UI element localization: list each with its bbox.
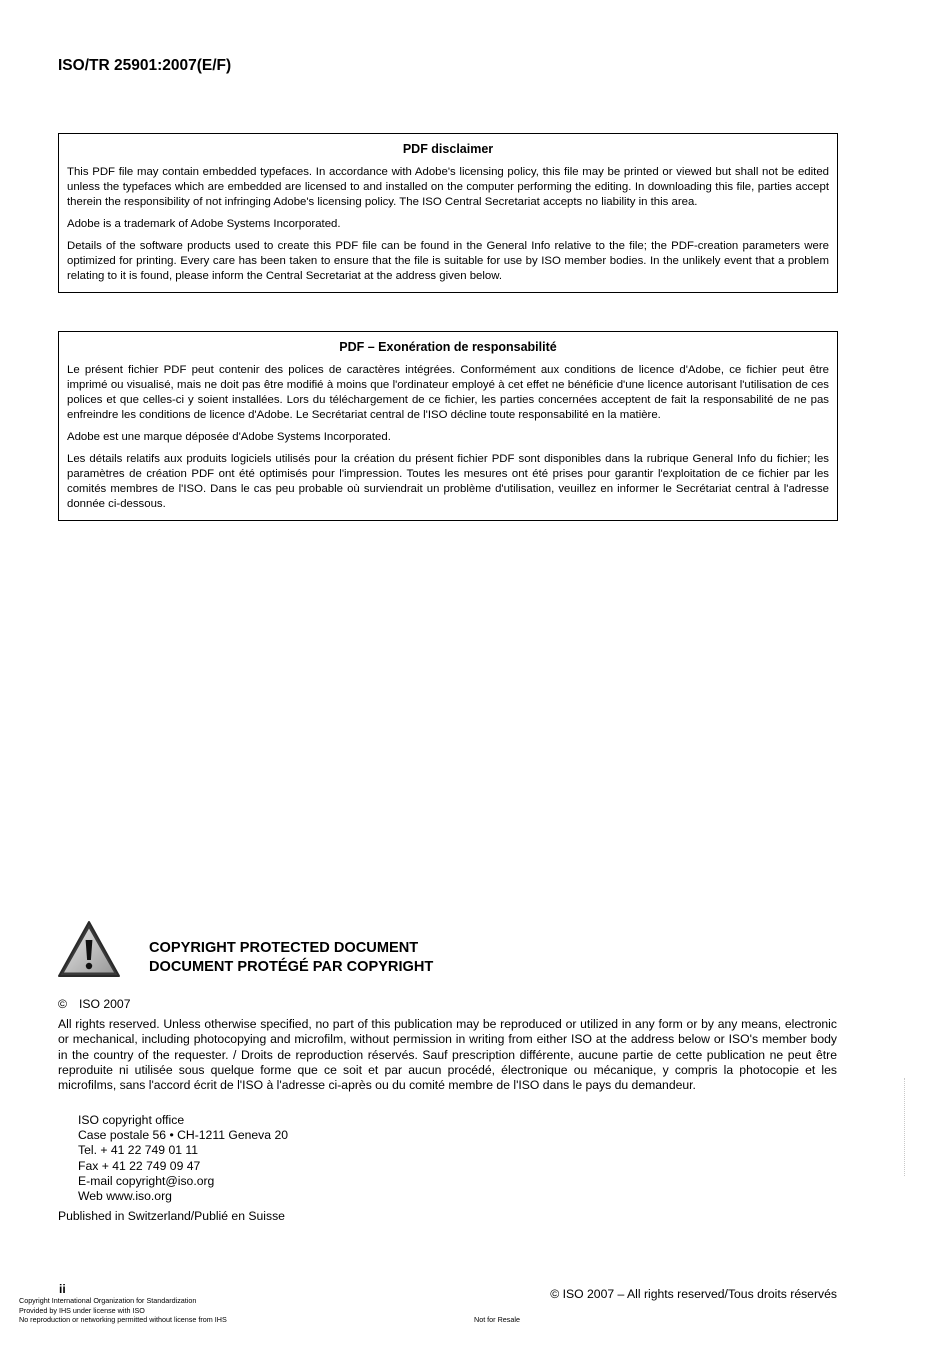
not-for-resale: Not for Resale: [474, 1315, 520, 1324]
disclaimer-paragraph: Les détails relatifs aux produits logiciels utilisés pour la création du présent fichier PDF sont disponibles dans la rubrique General Info du fichier; les paramètres de création PDF ont été optimisés pour l'impression. Toutes les mesures ont été prises pour garantir l'exploitation de ce fichier par les comités membres de l'ISO. Dans le cas peu probable où surviendrait un problème d'utilisation, veuillez en informer le Secrétariat central à l'adresse donnée ci-dessous.: [67, 453, 829, 510]
address-line: Web www.iso.org: [78, 1189, 172, 1204]
copyright-year-line: [58, 997, 130, 1011]
footer-rights: © ISO 2007 – All rights reserved/Tous droits réservés: [550, 1287, 837, 1301]
disclaimer-paragraph: Adobe is a trademark of Adobe Systems Incorporated.: [67, 218, 341, 230]
warning-triangle-icon: [57, 920, 121, 978]
pdf-disclaimer-en: [58, 133, 838, 293]
disclaimer-paragraph: This PDF file may contain embedded typefaces. In accordance with Adobe's licensing policy, this file may be printed or viewed but shall not be edited unless the typefaces which are embedded are licensed to and installed on the computer performing the editing. In downloading this file, parties accept therein the responsibility of not infringing Adobe's licensing policy. The ISO Central Secretariat accepts no liability in this area.: [67, 166, 829, 208]
disclaimer-paragraph: Le présent fichier PDF peut contenir des polices de caractères intégrées. Conformément aux conditions de licence d'Adobe, ce fichier peut être imprimé ou visualisé, mais ne doit pas être modifié à moins que l'ordinateur employé à cet effet ne bénéficie d'une licence autorisant l'utilisation de ces polices et que celles-ci y soient installées. Lors du téléchargement de ce fichier, les parties concernées acceptent de fait la responsabilité de ne pas enfreindre les conditions de licence d'Adobe. Le Secrétariat central de l'ISO décline toute responsabilité en la matière.: [67, 364, 829, 421]
disclaimer-paragraph: Adobe est une marque déposée d'Adobe Systems Incorporated.: [67, 431, 391, 443]
ihs-line: Provided by IHS under license with ISO: [19, 1305, 145, 1315]
iso-address-block: [78, 1113, 288, 1204]
ihs-line: No reproduction or networking permitted without license from IHS: [19, 1315, 227, 1325]
pdf-disclaimer-fr: [58, 331, 838, 521]
copyright-title-fr: DOCUMENT PROTÉGÉ PAR COPYRIGHT: [149, 959, 434, 975]
disclaimer-title-en: PDF disclaimer: [402, 142, 494, 156]
address-line: E-mail copyright@iso.org: [78, 1173, 215, 1188]
margin-mark: [904, 1078, 906, 1176]
page-number: ii: [59, 1282, 66, 1296]
address-line: ISO copyright office: [78, 1113, 185, 1127]
address-line: Fax + 41 22 749 09 47: [78, 1158, 201, 1173]
ihs-notice: [19, 1296, 227, 1325]
copyright-year: ISO 2007: [78, 997, 131, 1011]
disclaimer-title-fr: PDF – Exonération de responsabilité: [339, 340, 557, 354]
copyright-rights-text: All rights reserved. Unless otherwise specified, no part of this publication may be reproduced or utilized in any form or by any means, electronic or mechanical, including photocopying and microfilm, without permission in writing from either ISO at the address below or ISO's member body in the country of the requester. / Droits de reproduction réservés. Sauf prescription différente, aucune partie de cette publication ne peut être reproduite ni utilisée sous quelque forme que ce soit et par aucun procédé, électronique ou mécanique, y compris la photocopie et les microfilms, sans l'accord écrit de l'ISO à l'adresse ci-après ou du comité membre de l'ISO dans le pays du demandeur.: [58, 1017, 837, 1093]
ihs-line: Copyright International Organization for Standardization: [19, 1296, 197, 1305]
document-id: ISO/TR 25901:2007(E/F): [58, 57, 232, 74]
copyright-symbol: ©: [58, 997, 67, 1011]
disclaimer-paragraph: Details of the software products used to create this PDF file can be found in the General Info relative to the file; the PDF-creation parameters were optimized for printing. Every care has been taken to ensure that the file is suitable for use by ISO member bodies. In the unlikely event that a problem relating to it is found, please inform the Central Secretariat at the address given below.: [67, 240, 829, 282]
published-line: Published in Switzerland/Publié en Suisse: [58, 1209, 285, 1223]
copyright-title: [149, 939, 433, 977]
address-line: Case postale 56 • CH-1211 Geneva 20: [78, 1128, 289, 1143]
address-line: Tel. + 41 22 749 01 11: [78, 1143, 199, 1158]
copyright-title-en: COPYRIGHT PROTECTED DOCUMENT: [149, 940, 419, 956]
